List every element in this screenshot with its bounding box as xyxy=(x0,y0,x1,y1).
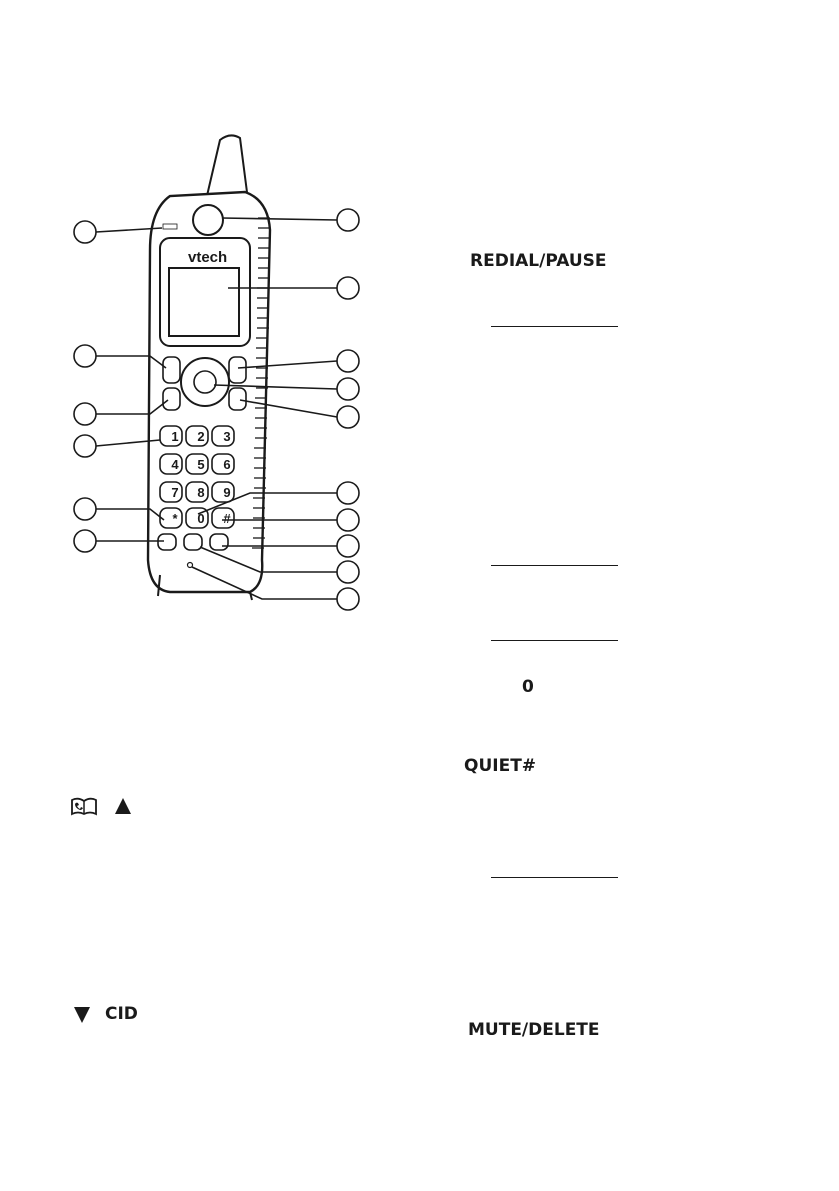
svg-text:4: 4 xyxy=(171,457,179,472)
antenna xyxy=(206,135,248,200)
earpiece xyxy=(193,205,223,235)
up-arrow-icon xyxy=(114,797,132,815)
menu-key xyxy=(229,357,246,383)
svg-text:9: 9 xyxy=(223,485,231,500)
svg-text:2: 2 xyxy=(197,429,205,444)
svg-text:#: # xyxy=(223,511,231,526)
phonebook-icon xyxy=(70,796,98,816)
svg-text:0: 0 xyxy=(197,511,205,526)
cid-label: CID xyxy=(105,1004,138,1024)
divider-4 xyxy=(491,877,618,878)
redial-pause-label: REDIAL/PAUSE xyxy=(470,251,607,271)
svg-text:8: 8 xyxy=(197,485,205,500)
divider-3 xyxy=(491,640,618,641)
svg-text:*: * xyxy=(172,511,178,526)
svg-text:1: 1 xyxy=(171,429,179,444)
divider-2 xyxy=(491,565,618,566)
divider-1 xyxy=(491,326,618,327)
microphone xyxy=(188,563,193,568)
svg-text:5: 5 xyxy=(197,457,205,472)
svg-text:3: 3 xyxy=(223,429,231,444)
quiet-hash-label: QUIET# xyxy=(464,756,537,776)
svg-text:6: 6 xyxy=(223,457,231,472)
brand-logo: vtech xyxy=(188,249,228,266)
svg-text:7: 7 xyxy=(171,485,179,500)
down-arrow-icon xyxy=(73,1006,91,1024)
cell-key xyxy=(163,357,180,383)
off-key xyxy=(229,388,246,410)
zero-key-label: 0 xyxy=(522,677,534,697)
lcd-screen xyxy=(169,268,239,336)
talk-key xyxy=(163,388,180,410)
mute-delete-label: MUTE/DELETE xyxy=(468,1020,600,1040)
